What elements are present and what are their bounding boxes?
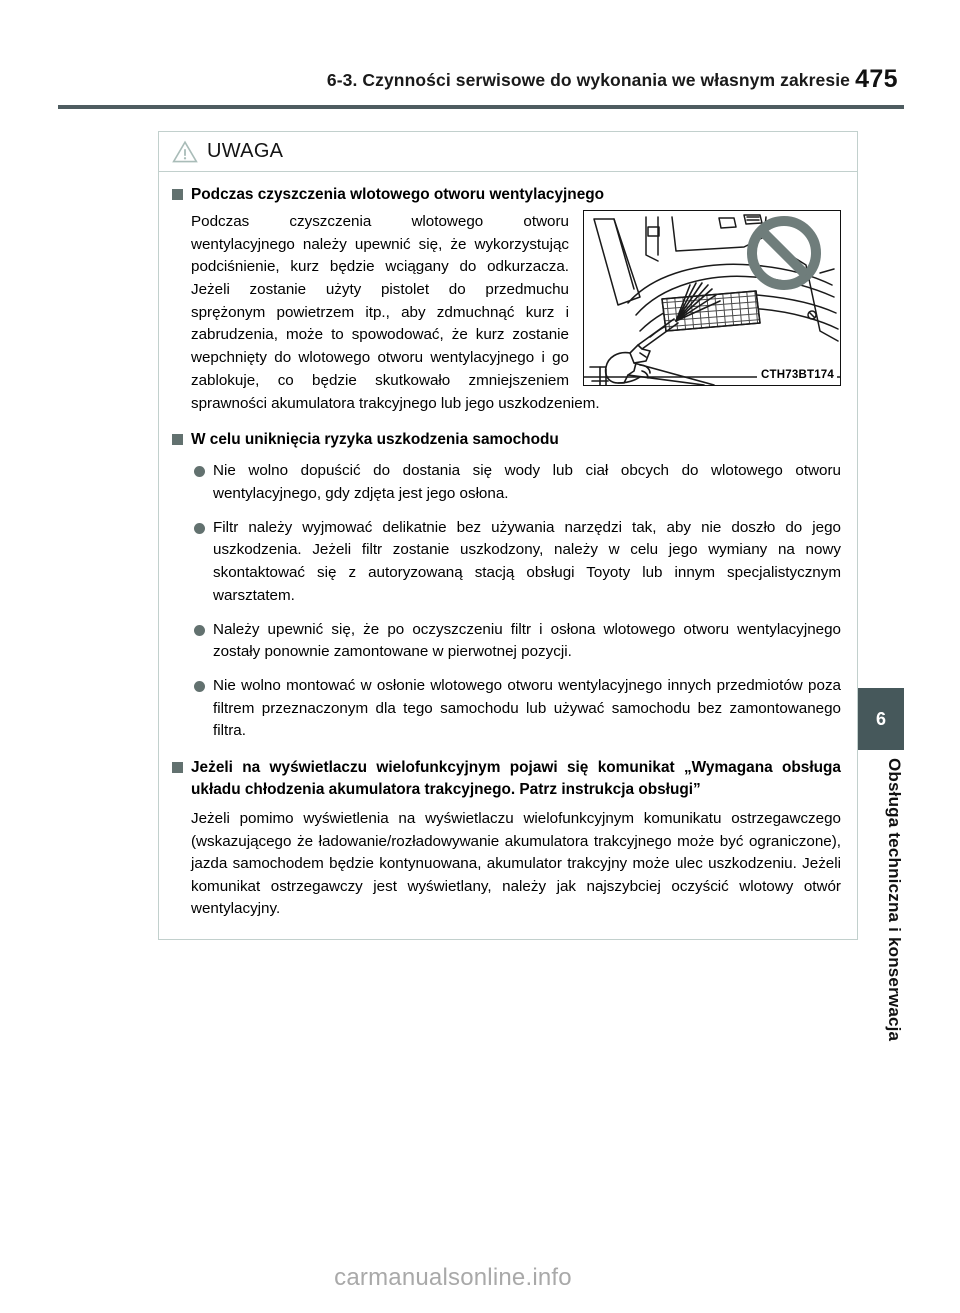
section-heading-1 xyxy=(172,184,841,206)
figure-block xyxy=(583,210,841,386)
section-3-paragraph: Jeżeli pomimo wyświetlenia na wyświetlaczu wielofunkcyjnym komunikatu ostrzegawczego (wskazującego że ładowanie/rozładowywanie akumulatora trakcyjnego może być ograniczone), jazda samochodem będzie kontynuowana, akumulator trakcyjny może ulec uszkodzeniu. Jeżeli komunikat ostrzegawczy jest wyświetlany, należy jak najszybciej oczyścić wlotowy otwór wentylacyjny. xyxy=(191,809,841,918)
section-2-list xyxy=(172,460,841,743)
list-item-text: Nie wolno montować w osłonie wlotowego otworu wentylacyjnego innych przedmiotów poza filtrem przeznaczonym dla tego samochodu lub używać samochodu bez zamontowanego filtra. xyxy=(213,676,841,740)
round-bullet-icon xyxy=(194,466,205,477)
warning-triangle-icon xyxy=(172,140,198,164)
page-number: 475 xyxy=(855,65,898,93)
vent-cleaning-illustration xyxy=(584,211,840,385)
chapter-tab-label: Obsługa techniczna i konserwacja xyxy=(885,758,904,1042)
header-section-title: 6-3. Czynności serwisowe do wykonania we własnym zakresie xyxy=(326,70,850,90)
section-1-paragraph: Podczas czyszczenia wlotowego otworu wentylacyjnego należy upewnić się, że wykorzystując podciśnienie, kurz będzie wciągany do odkurzacza. Jeżeli zostanie użyty pistolet do przedmuchu sprężonym powietrzem itp., aby zdmuchnąć kurz i zabrudzenia, może to spowodować, że kurz zostanie wepchnięty do wlotowego otworu wentylacyjnego i go zablokuje, co będzie skutkowało zmniejszeniem sprawności akumulatora trakcyjnego lub jego uszkodzeniem. xyxy=(191,212,600,412)
figure-frame xyxy=(583,210,841,386)
list-item xyxy=(194,517,841,608)
list-item-text: Nie wolno dopuścić do dostania się wody lub ciał obcych do wlotowego otworu wentylacyjnego, gdy zdjęta jest jego osłona. xyxy=(213,462,841,502)
round-bullet-icon xyxy=(194,523,205,534)
square-bullet-icon xyxy=(172,434,183,445)
round-bullet-icon xyxy=(194,625,205,636)
chapter-tab xyxy=(858,688,904,750)
prohibition-symbol-icon xyxy=(752,221,816,285)
list-item-text: Należy upewnić się, że po oczyszczeniu filtr i osłona wlotowego otworu wentylacyjnego zostały ponownie zamontowane w pierwotnej pozycji. xyxy=(213,620,841,661)
figure-caption: CTH73BT174 xyxy=(757,368,837,382)
section-heading-2 xyxy=(172,429,841,451)
section-heading-3-text: Jeżeli na wyświetlaczu wielofunkcyjnym pojawi się komunikat „Wymagana obsługa układu chłodzenia akumulatora trakcyjnego. Patrz instrukcja obsługi” xyxy=(191,759,841,798)
chapter-tab-number: 6 xyxy=(875,708,886,729)
round-bullet-icon xyxy=(194,681,205,692)
list-item xyxy=(194,675,841,743)
square-bullet-icon xyxy=(172,762,183,773)
list-item xyxy=(194,619,841,664)
footer-watermark: carmanualsonline.info xyxy=(334,1264,572,1291)
square-bullet-icon xyxy=(172,189,183,200)
section-heading-3 xyxy=(172,757,841,801)
section-1-content xyxy=(172,206,841,415)
warning-box-label: UWAGA xyxy=(207,140,284,162)
list-item-text: Filtr należy wyjmować delikatnie bez używania narzędzi tak, aby nie doszło do jego uszkodzenia. Jeżeli filtr zostanie uszkodzony, należy w celu jego wymiany na nowy skontaktować się z autoryzowaną stacją obsługi Toyoty lub innym specjalistycznym warsztatem. xyxy=(213,518,841,604)
list-item xyxy=(194,460,841,505)
warning-box-body xyxy=(159,172,857,939)
page-header xyxy=(0,66,960,100)
warning-box-header xyxy=(159,132,857,172)
warning-box xyxy=(158,131,858,940)
header-divider-rule xyxy=(58,105,904,109)
section-heading-2-text: W celu uniknięcia ryzyka uszkodzenia samochodu xyxy=(191,431,559,449)
section-heading-1-text: Podczas czyszczenia wlotowego otworu wentylacyjnego xyxy=(191,186,605,203)
